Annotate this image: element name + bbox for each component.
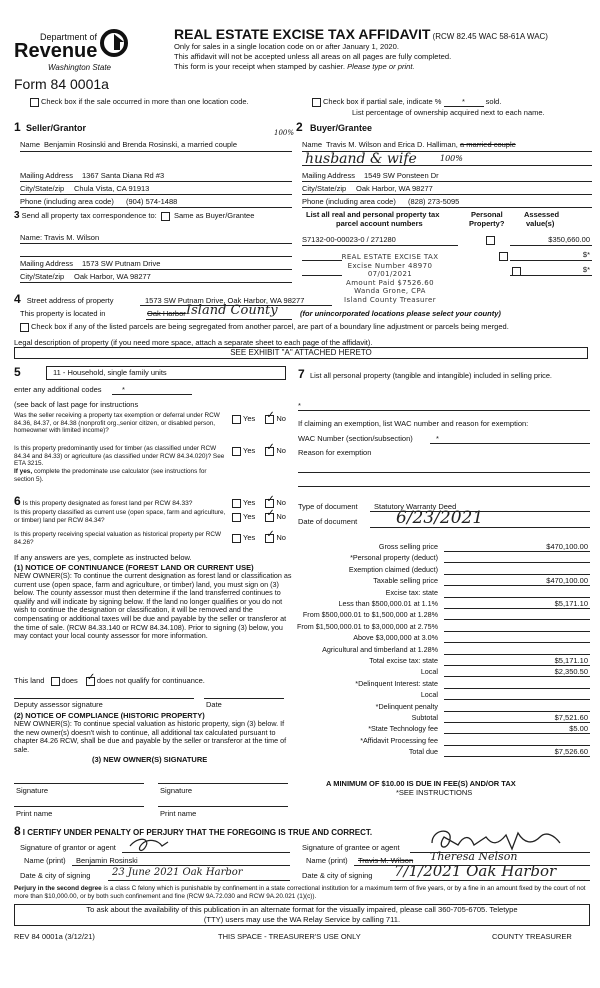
street-address[interactable]: 1573 SW Putnam Drive, Oak Harbor, WA 98277	[145, 296, 305, 305]
note-bold: If yes,	[14, 468, 33, 475]
dept-state: Washington State	[48, 63, 112, 72]
use-code-box[interactable]	[46, 366, 286, 380]
q-timber-answer[interactable]	[232, 446, 286, 456]
tax-row-label: Local	[420, 667, 438, 677]
title-text: REAL ESTATE EXCISE TAX AFFIDAVIT	[174, 26, 431, 42]
buyer-heading: Buyer/Grantee	[310, 123, 373, 133]
new-owner-sig-heading: (3) NEW OWNER(S) SIGNATURE	[92, 755, 208, 764]
tax-row-line	[444, 619, 590, 620]
yes-label: Yes	[243, 512, 256, 521]
corr-name-label: Name:	[20, 233, 43, 242]
tax-row-line	[444, 745, 590, 746]
label: Check box if partial sale, indicate %	[323, 97, 442, 106]
tax-row-label: Agricultural and timberland at 1.28%	[322, 644, 438, 654]
perjury-text: is a class C felony which is punishable by confinement in a state correctional institution for a maximum term of five years, or by a fine in an amount fixed by the court of not more than $10,000.00, or by both such confinement and fine (RCW 9A.72.030 and RCW 9A.20.021 (1)(c)).	[14, 885, 586, 900]
grantor-sig-label: Signature of grantor or agent	[20, 843, 116, 852]
yes-checkbox[interactable]	[232, 499, 241, 508]
grantor-name[interactable]: Benjamin Rosinski	[76, 856, 138, 865]
form-title	[174, 26, 548, 42]
section-7-num: 7	[298, 367, 305, 381]
parcel-number[interactable]: S7132-00-00023-0 / 271280	[302, 235, 396, 244]
doc-type-value[interactable]: Statutory Warranty Deed	[374, 502, 457, 511]
label: Check box if any of the listed parcels are being segregated from another parcel, are part of a boundary line adjustment or parcels being merged.	[31, 322, 509, 331]
tax-row-line	[444, 733, 590, 734]
grantee-name-struck: Travis M. Wilson	[358, 856, 414, 865]
corr-mail-label: Mailing Address	[20, 259, 73, 268]
tax-row-label: Taxable selling price	[373, 576, 438, 586]
tax-row-value[interactable]: $7,526.60	[554, 747, 588, 757]
tax-row-label: *Delinquent penalty	[375, 701, 438, 711]
q-current-use-answer[interactable]	[232, 512, 286, 522]
partial-sale-check[interactable]	[312, 97, 501, 107]
tax-row-value[interactable]: $2,350.50	[554, 667, 588, 677]
parcel-heading-1: List all real and personal property tax	[306, 210, 440, 219]
seller-mail[interactable]: 1367 Santa Diana Rd #3	[82, 171, 165, 180]
section-4-num: 4	[14, 292, 21, 306]
grantee-date-label: Date & city of signing	[302, 871, 373, 880]
section-6-num: 6	[14, 494, 21, 508]
q-exemption: Was the seller receiving a property tax exemption or deferral under RCW 84.36, 84.37, or 84.38 (nonprofit org.,senior citizen, or disabled person, homeowner with limited income)?	[14, 412, 220, 434]
assessed-blank-2[interactable]: $*	[582, 265, 590, 274]
seller-heading: Seller/Grantor	[26, 123, 87, 133]
tax-row-line	[444, 654, 590, 655]
tax-row-label: Gross selling price	[378, 542, 438, 551]
personal-heading-1: Personal	[471, 210, 503, 219]
additional-codes-label: enter any additional codes	[14, 385, 102, 394]
treasurer-space: THIS SPACE - TREASURER'S USE ONLY	[218, 932, 361, 941]
tax-row-line	[444, 699, 590, 700]
accessibility-box	[14, 904, 590, 926]
seller-phone-label: Phone (including area code)	[20, 197, 114, 206]
seller-mail-label: Mailing Address	[20, 171, 73, 180]
buyer-name[interactable]	[326, 140, 516, 149]
tax-row-value[interactable]: $470,100.00	[546, 542, 588, 551]
additional-codes-value[interactable]: *	[122, 385, 125, 394]
reason-label: Reason for exemption	[298, 448, 372, 457]
tax-row-line	[444, 688, 590, 689]
minimum-note: A MINIMUM OF $10.00 IS DUE IN FEE(S) AND/OR TAX	[326, 779, 516, 788]
stamp-line-4: Amount Paid $7526.60	[346, 278, 434, 287]
personal-property-value[interactable]: *	[298, 401, 301, 410]
dept-logo-word: Revenue	[14, 40, 98, 62]
use-code: 11 - Household, single family units	[53, 368, 167, 377]
certify-text: I CERTIFY UNDER PENALTY OF PERJURY THAT THE FOREGOING IS TRUE AND CORRECT.	[22, 828, 373, 837]
section-5-num: 5	[14, 365, 21, 379]
correspondence-label: Send all property tax correspondence to:	[21, 211, 157, 220]
sig-label-1: Signature	[16, 786, 49, 795]
seller-name-label: Name	[20, 140, 41, 149]
located-struck: Oak Harbor	[147, 309, 186, 318]
seller-name-pct: 100%	[274, 129, 295, 137]
buyer-phone-label: Phone (including area code)	[302, 197, 396, 206]
note3-italic: Please type or print.	[347, 62, 415, 71]
yes-label: Yes	[243, 446, 256, 455]
street-label: Street address of property	[26, 296, 114, 305]
yes-label: Yes	[243, 414, 256, 423]
section-2-num: 2	[296, 120, 303, 134]
assessed-heading-2: value(s)	[526, 219, 555, 228]
yes-label: Yes	[243, 498, 256, 507]
any-yes: If any answers are yes, complete as instructed below.	[14, 553, 192, 562]
yes-checkbox[interactable]	[232, 534, 241, 543]
yes-checkbox[interactable]	[232, 447, 241, 456]
legal-value[interactable]: SEE EXHIBIT "A" ATTACHED HERETO	[14, 347, 588, 359]
tax-row-line	[444, 665, 590, 666]
corr-city[interactable]: Oak Harbor, WA 98277	[74, 272, 151, 281]
stamp-line-5: Wanda Grone, CPA	[354, 287, 426, 295]
assessed-value[interactable]: $350,660.00	[548, 235, 590, 244]
rev-number: REV 84 0001a (3/12/21)	[14, 932, 95, 941]
grantor-date-handwritten[interactable]: 23 June 2021 Oak Harbor	[112, 867, 243, 878]
assessed-heading-1: Assessed	[524, 210, 560, 219]
deputy-sig-label: Deputy assessor signature	[14, 700, 103, 709]
q-current-use: Is this property classified as current use (open space, farm and agriculture, or timber) land per RCW 84.34?	[14, 509, 226, 524]
grantee-name-label: Name (print)	[306, 856, 348, 865]
stamp-line-6: Island County Treasurer	[344, 295, 436, 304]
tax-row-value[interactable]: $5.00	[569, 724, 588, 734]
tax-row-line	[444, 597, 590, 598]
buyer-name-text: Travis M. Wilson and Erica D. Halliman,	[326, 140, 458, 149]
section-6-row	[14, 494, 192, 508]
wac-label: WAC Number (section/subsection)	[298, 434, 413, 443]
buyer-name-label: Name	[302, 140, 323, 149]
buyer-city-label: City/State/zip	[302, 184, 347, 193]
yes-checkbox[interactable]	[232, 415, 241, 424]
stamp-line-3: 07/01/2021	[367, 270, 413, 278]
q-timber-note	[14, 468, 228, 483]
buyer-mail[interactable]: 1549 SW Ponsteen Dr	[364, 171, 439, 180]
tax-row-label: Total excise tax: state	[369, 656, 438, 665]
sig-label-2: Signature	[160, 786, 193, 795]
parcel-heading-2: parcel account numbers	[336, 219, 423, 228]
seller-phone[interactable]: (904) 574-1488	[126, 197, 178, 206]
exemption-text: If claiming an exemption, list WAC number and reason for exemption:	[298, 419, 529, 428]
label: Check box if the sale occurred in more than one location code.	[41, 97, 249, 106]
buyer-city[interactable]: Oak Harbor, WA 98277	[356, 184, 433, 193]
checkbox[interactable]	[20, 323, 29, 332]
tax-row-line	[444, 756, 590, 757]
no-label: No	[276, 533, 286, 542]
seller-name[interactable]: Benjamin Rosinski and Brenda Rosinski, a married couple	[44, 140, 238, 149]
form-number: Form 84 0001a	[14, 76, 109, 92]
tax-row-line	[444, 722, 590, 723]
title-statute: (RCW 82.45 WAC 58-61A WAC)	[432, 32, 548, 41]
buyer-mail-label: Mailing Address	[302, 171, 355, 180]
tax-row-line	[444, 551, 590, 552]
seller-city[interactable]: Chula Vista, CA 91913	[74, 184, 150, 193]
yes-label: Yes	[243, 533, 256, 542]
doc-date-handwritten[interactable]: 6/23/2021	[396, 508, 484, 528]
q-forest-answer[interactable]	[232, 498, 286, 508]
note3-main: This form is your receipt when stamped by cashier.	[174, 62, 345, 71]
continuance-text: NEW OWNER(S): To continue the current designation as forest land or classification as current use (open space, farm and agriculture, or timber) land, you must sign on (3) below. The county assessor must then determine if the land transferred continues to qualify and will indicate by signing below. If the land no longer qualifies or you do not wish to continue the designation or classification, it will be removed and the compensating or additional taxes will be due and payable by the seller or transferor at the time of sale. (RCW 84.33.140 or RCW 84.34.108). Prior to signing (3) below, you may contact your local county assessor for more information.	[14, 571, 292, 641]
header-note-2: This affidavit will not be accepted unless all areas on all pages are fully completed.	[174, 52, 452, 61]
tax-row-line	[444, 676, 590, 677]
historic-heading: (2) NOTICE OF COMPLIANCE (HISTORIC PROPERTY)	[14, 711, 205, 720]
dept-line1: Department of	[40, 32, 98, 42]
access-line-2: (TTY) users may use the WA Relay Service by calling 711.	[203, 914, 401, 924]
tax-row-line	[444, 631, 590, 632]
label-suffix: sold.	[485, 97, 502, 106]
does-checkbox[interactable]	[51, 677, 60, 686]
located-label: This property is located in	[20, 309, 106, 318]
located-handwritten[interactable]: Island County	[186, 303, 278, 318]
continuance-heading: (1) NOTICE OF CONTINUANCE (FOREST LAND OR CURRENT USE)	[14, 563, 254, 572]
tax-row-value[interactable]: $470,100.00	[546, 576, 588, 586]
seller-city-label: City/State/zip	[20, 184, 65, 193]
buyer-name-pct: 100%	[440, 154, 463, 163]
print-label-1: Print name	[16, 809, 53, 818]
historic-text: NEW OWNER(S): To continue special valuation as historic property, sign (3) below. If the new owner(s) doesn't wish to continue, all additional tax calculated pursuant to chapter 84.26 RCW, shall be due and payable by the seller or transferor at the time of sale.	[14, 719, 287, 754]
personal-property-checkbox-2[interactable]	[499, 252, 508, 261]
personal-property-checkbox-1[interactable]	[486, 236, 495, 245]
tax-row-line	[444, 562, 590, 563]
tax-row-label: *Affidavit Processing fee	[360, 735, 438, 745]
grantee-date-handwritten[interactable]: 7/1/2021 Oak Harbor	[394, 862, 557, 880]
tax-row-label: Local	[420, 690, 438, 700]
grantee-name-handwritten[interactable]: Theresa Nelson	[430, 850, 518, 863]
stamp-line-2: Excise Number 48970	[347, 261, 433, 270]
perjury-notice	[14, 885, 590, 901]
checkbox[interactable]	[30, 98, 39, 107]
checkbox[interactable]	[312, 98, 321, 107]
does-label: does	[61, 676, 78, 685]
note-text: complete the predominate use calculator (see instructions for section 5).	[14, 468, 207, 483]
corr-mail[interactable]: 1573 SW Putnam Drive	[82, 259, 161, 268]
tax-row-label: *Personal property (deduct)	[350, 553, 438, 563]
no-checkbox[interactable]	[265, 415, 274, 424]
no-checkbox[interactable]	[265, 499, 274, 508]
tax-row-label: Excise tax: state	[385, 587, 438, 597]
tax-row-value[interactable]: $5,171.10	[554, 599, 588, 608]
perjury-bold: Perjury in the second degree	[14, 885, 102, 892]
corr-city-label: City/State/zip	[20, 272, 65, 281]
does-not-label: does not qualify for continuance.	[96, 676, 205, 685]
q-forest: Is this property designated as forest land per RCW 84.33?	[22, 500, 193, 507]
segregated-check[interactable]	[20, 322, 509, 332]
tax-row-line	[444, 642, 590, 643]
tax-row-line	[444, 585, 590, 586]
street-row	[14, 292, 114, 306]
grantor-signature[interactable]	[128, 834, 198, 856]
tax-row-value[interactable]: $7,521.60	[554, 713, 588, 722]
yes-checkbox[interactable]	[232, 513, 241, 522]
tax-row-label: From $500,000.01 to $1,500,000 at 1.28%	[302, 610, 438, 620]
q-exemption-answer[interactable]	[232, 414, 286, 424]
section-8-num: 8	[14, 824, 21, 838]
doc-date-label: Date of document	[298, 517, 358, 526]
no-label: No	[276, 498, 286, 507]
tax-row-line	[444, 574, 590, 575]
same-as-buyer-checkbox[interactable]	[161, 212, 170, 221]
tax-row-label: *Delinquent Interest: state	[355, 678, 438, 688]
tax-row-label: *State Technology fee	[368, 724, 438, 734]
deputy-date-label: Date	[206, 700, 222, 709]
personal-heading-2: Property?	[469, 219, 505, 228]
grantor-date-label: Date & city of signing	[20, 871, 91, 880]
land-qualify-row	[14, 676, 205, 686]
access-line-1: To ask about the availability of this publication in an alternate format for the visually impaired, please call 360-705-6705. Teletype	[86, 905, 518, 914]
header-note-1: Only for sales in a single location code on or after January 1, 2020.	[174, 42, 399, 51]
buyer-name-handwritten: husband & wife	[305, 151, 417, 167]
same-as-buyer-label: Same as Buyer/Grantee	[173, 211, 255, 220]
land-label: This land	[14, 676, 45, 685]
partial-value[interactable]: *	[444, 97, 484, 107]
partial-sub: List percentage of ownership acquired next to each name.	[352, 108, 545, 117]
q-historic: Is this property receiving special valuation as historical property per RCW 84.26?	[14, 531, 222, 546]
header-note-3	[174, 62, 415, 71]
section-7-text: List all personal property (tangible and intangible) included in selling price.	[310, 371, 552, 380]
stamp-line-1: REAL ESTATE EXCISE TAX	[341, 253, 439, 261]
no-checkbox[interactable]	[265, 447, 274, 456]
no-checkbox[interactable]	[265, 534, 274, 543]
tax-row-label: From $1,500,000.01 to $3,000,000 at 2.75%	[296, 621, 438, 631]
no-label: No	[276, 512, 286, 521]
tax-row-label: Above $3,000,000 at 3.0%	[353, 633, 438, 643]
section-1-num: 1	[14, 120, 21, 134]
see-instructions: *SEE INSTRUCTIONS	[396, 788, 473, 797]
no-label: No	[276, 414, 286, 423]
does-not-checkbox[interactable]	[86, 677, 95, 686]
buyer-name-struck: a married couple	[459, 140, 516, 149]
see-back: (see back of last page for instructions	[14, 400, 139, 409]
correspondence-row	[14, 210, 254, 221]
legal-label: Legal description of property (if you need more space, attach a separate sheet to each page of the affidavit).	[14, 338, 373, 347]
no-checkbox[interactable]	[265, 513, 274, 522]
wac-value[interactable]: *	[436, 434, 439, 443]
tax-row-label: Exemption claimed (deduct)	[348, 564, 438, 574]
buyer-phone[interactable]: (828) 273-5095	[408, 197, 460, 206]
treasurer-stamp	[320, 253, 460, 304]
tax-row-label: Total due	[408, 747, 438, 757]
revenue-logo-icon	[100, 28, 128, 58]
tax-row-value[interactable]: $5,171.10	[554, 656, 588, 665]
q-timber: Is this property predominantly used for timber (as classified under RCW 84.34 and 84.33) or agriculture (as classified under RCW 84.34.020)? See ETA 3215.	[14, 445, 225, 467]
tax-row-label: Less than $500,000.01 at 1.1%	[338, 599, 438, 608]
q-historic-answer[interactable]	[232, 533, 286, 543]
grantee-sig-label: Signature of grantee or agent	[302, 843, 400, 852]
corr-name[interactable]: Travis M. Wilson	[44, 233, 100, 242]
county-treasurer: COUNTY TREASURER	[492, 932, 572, 941]
no-label: No	[276, 446, 286, 455]
print-label-2: Print name	[160, 809, 197, 818]
tax-row-label: Subtotal	[411, 713, 438, 722]
assessed-blank-1[interactable]: $*	[582, 250, 590, 259]
grantor-name-label: Name (print)	[24, 856, 66, 865]
tax-row-line	[444, 608, 590, 609]
tax-row-line	[444, 711, 590, 712]
unincorp-note: (for unincorporated locations please select your county)	[300, 309, 501, 318]
doc-type-label: Type of document	[298, 502, 358, 511]
section-3-num: 3	[14, 210, 20, 221]
multi-location-check[interactable]	[30, 97, 249, 107]
